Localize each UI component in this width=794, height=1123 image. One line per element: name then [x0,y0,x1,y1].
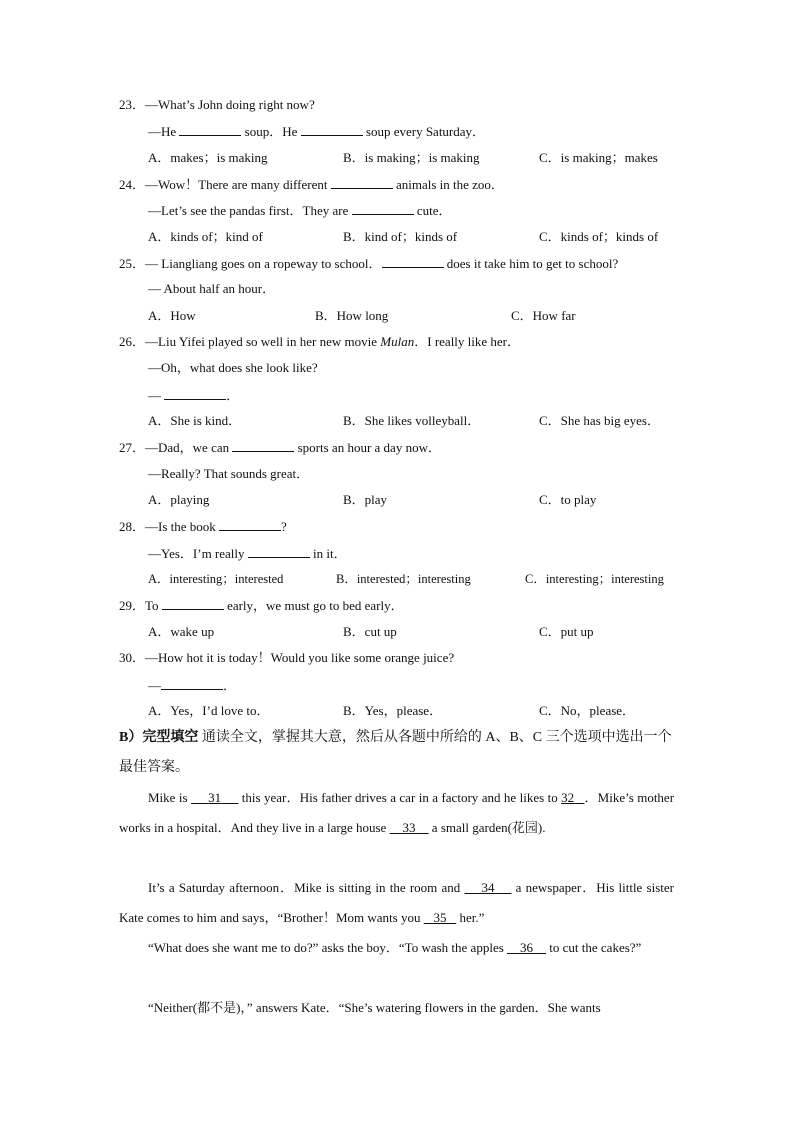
q28-text-a: —Is the book [145,519,220,534]
q26-option-b[interactable]: B．She likes volleyball． [343,413,481,428]
q30-dash: — [148,678,161,693]
q26-option-a[interactable]: A．She is kind． [148,413,242,428]
blank-32 [561,790,584,805]
q27-option-b[interactable]: B．play [343,492,388,507]
passage-text: to cut the cakes?” [546,940,642,955]
q23-blank-2 [301,123,363,136]
q28-option-b[interactable]: B．interested；interesting [336,572,471,586]
q28-line2 [148,545,347,562]
blank-34 [465,880,512,895]
q28-blank-2 [248,545,310,558]
q30-line1 [119,650,454,666]
q25-number: 25． [119,256,146,271]
q26-movie-title: Mulan [380,334,415,349]
q27-option-a[interactable]: A．playing [148,492,210,507]
q25-line2: — About half an hour． [148,281,276,296]
blank-31-number: 31 [208,790,222,805]
q24-text-d: cute． [413,203,452,218]
q27-text-a: —Dad，we can [145,440,233,455]
passage-text: Mike is [148,790,191,805]
passage-text: this year．His father drives a car in a factory and he likes to [238,790,562,805]
q23-blank-1 [179,123,241,136]
q24-line2 [148,202,452,219]
q25-option-a[interactable]: A．How [148,308,196,323]
q24-option-c[interactable]: C．kinds of；kinds of [539,229,659,244]
q24-blank-1 [331,176,393,189]
q25-blank [382,255,444,268]
q27-option-c[interactable]: C．to play [539,492,597,507]
q29-blank [162,597,224,610]
q28-text-b: ? [281,519,287,534]
q26-dash: — [148,388,165,403]
q30-period: ． [223,678,237,693]
q26-line1 [119,334,520,350]
q26-text-a: —Liu Yifei played so well in her new movie [145,334,381,349]
q28-option-c[interactable]: C．interesting；interesting [525,572,664,586]
passage-paragraph-1 [119,783,674,843]
q30-option-a[interactable]: A．Yes，I’d love to． [148,703,270,718]
q28-text-c: —Yes．I’m really [148,546,248,561]
blank-35-number: 35 [433,910,447,925]
q25-text-b: does it take him to get to school? [443,256,619,271]
blank-35 [424,910,457,925]
blank-33-number: 33 [402,820,416,835]
q23-text-a: —He [148,124,180,139]
q25-option-c[interactable]: C．How far [511,308,576,323]
q29-text-a: To [145,598,162,613]
blank-32-number: 32 [561,790,575,805]
q24-text-c: —Let’s see the pandas first．They are [148,203,352,218]
q27-line2: —Really? That sounds great． [148,466,310,481]
q26-option-c[interactable]: C．She has big eyes． [539,413,660,428]
q25-option-b[interactable]: B．How long [315,308,389,323]
q26-period: ． [226,388,240,403]
q28-line1 [119,518,287,535]
passage-text: ．Mike’s mother works in a hospital．And they live in a large house [119,790,675,835]
q26-blank [164,387,226,400]
q25-line1 [119,255,618,272]
blank-34-number: 34 [481,880,495,895]
q29-option-a[interactable]: A．wake up [148,624,215,639]
passage-paragraph-4: “Neither(都不是)，” answers Kate．“She’s watering flowers in the garden．She wants [148,1000,601,1015]
q23-option-b[interactable]: B．is making；is making [343,150,480,165]
q23-number: 23． [119,97,146,112]
q29-text-b: early，we must go to bed early． [223,598,404,613]
q30-option-b[interactable]: B．Yes，please． [343,703,443,718]
section-b-heading [119,729,672,747]
section-b-instruction: 通读全文，掌握其大意，然后从各题中所给的 A、B、C 三个选项中选出一个 [198,730,672,745]
passage-text: It’s a Saturday afternoon．Mike is sitting in the room and [148,880,465,895]
q24-line1 [119,176,504,193]
q23-line1 [119,97,315,113]
passage-text: her.” [456,910,485,925]
q28-text-d: in it． [309,546,347,561]
q24-blank-2 [352,202,414,215]
passage-text: a newspaper．His little sister Kate comes to him and says，“Brother！Mom wants you [119,880,674,925]
q23-option-c[interactable]: C．is making；makes [539,150,658,165]
passage-text: “What does she want me to do?” asks the boy．“To wash the apples [148,940,508,955]
q24-number: 24． [119,177,146,192]
q29-line1 [119,597,404,614]
passage-paragraph-3 [119,933,674,963]
q28-number: 28． [119,519,146,534]
q28-blank-1 [219,518,281,531]
blank-36-number: 36 [520,940,534,955]
q23-option-a[interactable]: A．makes；is making [148,150,268,165]
q27-number: 27． [119,440,146,455]
q24-option-a[interactable]: A．kinds of；kind of [148,229,263,244]
q30-line2 [148,677,236,694]
q24-text-a: —Wow！There are many different [145,177,331,192]
q29-option-c[interactable]: C．put up [539,624,594,639]
q24-option-b[interactable]: B．kind of；kinds of [343,229,458,244]
blank-36 [507,940,546,955]
q24-text-b: animals in the zoo． [392,177,504,192]
q27-text-b: sports an hour a day now． [294,440,441,455]
q25-text-a: — Liangliang goes on a ropeway to school． [145,256,382,271]
q30-blank [161,677,223,690]
q27-blank [232,439,294,452]
q23-prompt: —What’s John doing right now? [145,97,315,112]
section-b-title: B）完型填空 [119,730,199,745]
passage-text: a small garden(花园). [428,820,546,835]
section-b-instruction-2: 最佳答案。 [119,760,189,775]
q26-number: 26． [119,334,146,349]
q26-line2: —Oh，what does she look like? [148,360,318,375]
q26-text-b: ．I really like her． [414,334,521,349]
blank-33 [390,820,429,835]
q26-line3 [148,387,239,404]
q23-text-b: soup．He [241,124,301,139]
q30-prompt: —How hot it is today！Would you like some orange juice? [145,650,455,665]
q30-option-c[interactable]: C．No，please． [539,703,636,718]
passage-paragraph-2 [119,873,674,933]
q27-line1 [119,439,441,456]
blank-31 [191,790,238,805]
q28-option-a[interactable]: A．interesting；interested [148,572,284,586]
q30-number: 30． [119,650,146,665]
q23-line2 [148,123,485,140]
q29-number: 29． [119,598,146,613]
q23-text-c: soup every Saturday． [362,124,486,139]
q29-option-b[interactable]: B．cut up [343,624,397,639]
